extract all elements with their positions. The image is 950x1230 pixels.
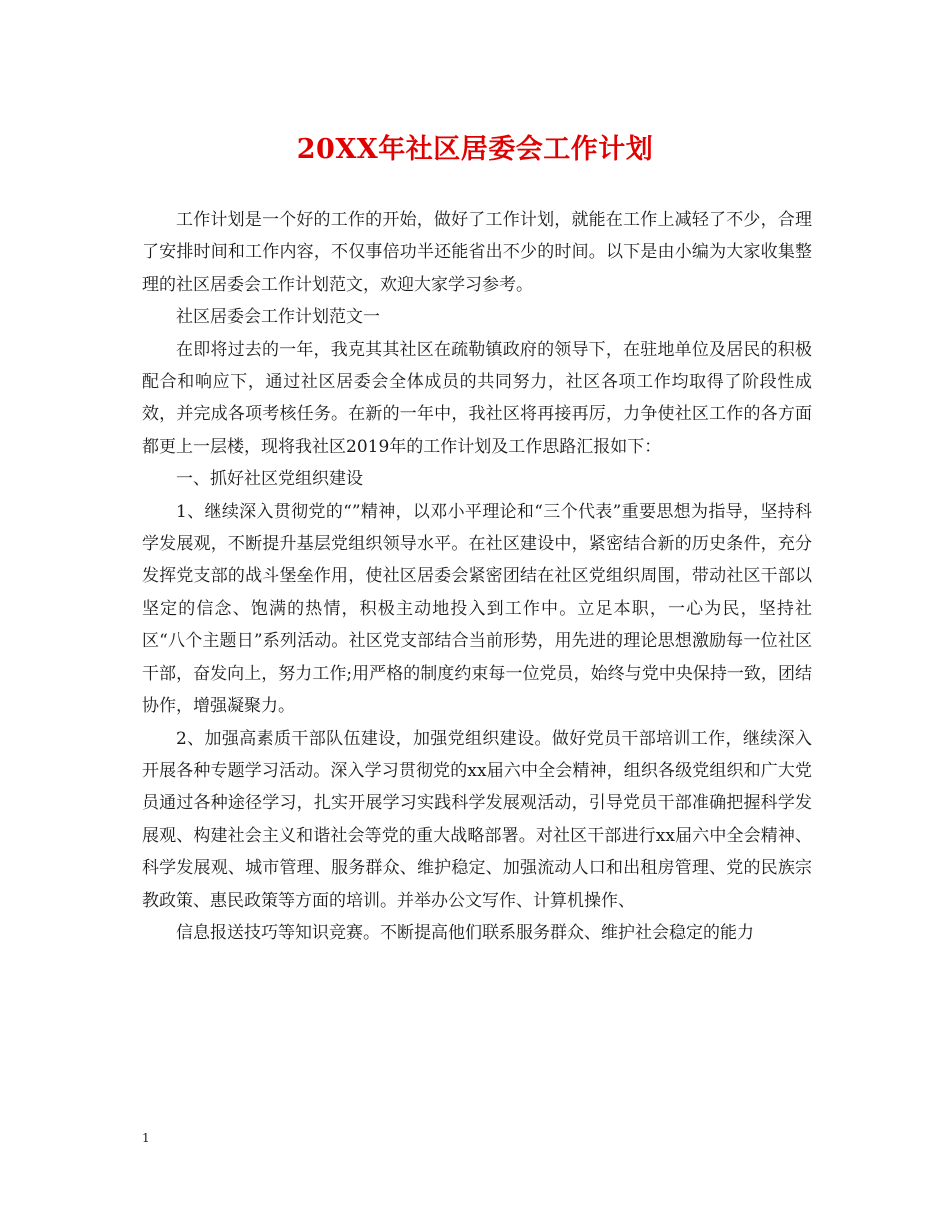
document-title: 20XX年社区居委会工作计划	[296, 134, 654, 165]
paragraph-intro: 工作计划是一个好的工作的开始，做好了工作计划，就能在工作上减轻了不少，合理了安排时间和工作内容，不仅事倍功半还能省出不少的时间。以下是由小编为大家收集整理的社区居委会工作计划范文，欢迎大家学习参考。	[142, 210, 812, 295]
paragraph-heading-party-building: 一、抓好社区党组织建设	[176, 469, 363, 490]
paragraph-item-2: 2、加强高素质干部队伍建设，加强党组织建设。做好党员干部培训工作，继续深入开展各种专题学习活动。深入学习贯彻党的xx届六中全会精神，组织各级党组织和广大党员通过各种途径学习，扎实开展学习实践科学发展观活动，引导党员干部准确把握科学发展观、构建社会主义和谐社会等党的重大战略部署。对社区干部进行xx届六中全会精神、科学发展观、城市管理、服务群众、维护稳定、加强流动人口和出租房管理、党的民族宗教政策、惠民政策等方面的培训。并举办公文写作、计算机操作、	[142, 728, 812, 911]
paragraph-item-1: 1、继续深入贯彻党的“”精神，以邓小平理论和“三个代表”重要思想为指导，坚持科学发展观，不断提升基层党组织领导水平。在社区建设中，紧密结合新的历史条件，充分发挥党支部的战斗堡垒作用，使社区居委会紧密团结在社区党组织周围，带动社区干部以坚定的信念、饱满的热情，积极主动地投入到工作中。立足本职，一心为民，坚持社区“八个主题日”系列活动。社区党支部结合当前形势，用先进的理论思想激励每一位社区干部，奋发向上，努力工作;用严格的制度约束每一位党员，始终与党中央保持一致，团结协作，增强凝聚力。	[142, 501, 812, 717]
paragraph-section-heading: 社区居委会工作计划范文一	[176, 307, 380, 328]
paragraph-continuation: 信息报送技巧等知识竞赛。不断提高他们联系服务群众、维护社会稳定的能力	[176, 922, 754, 943]
document-body	[142, 204, 812, 949]
paragraph-overview: 在即将过去的一年，我克其其社区在疏勒镇政府的领导下，在驻地单位及居民的积极配合和响应下，通过社区居委会全体成员的共同努力，社区各项工作均取得了阶段性成效，并完成各项考核任务。在新的一年中，我社区将再接再厉，力争使社区工作的各方面都更上一层楼，现将我社区2019年的工作计划及工作思路汇报如下：	[142, 339, 812, 457]
page-number: 1	[142, 1131, 150, 1145]
